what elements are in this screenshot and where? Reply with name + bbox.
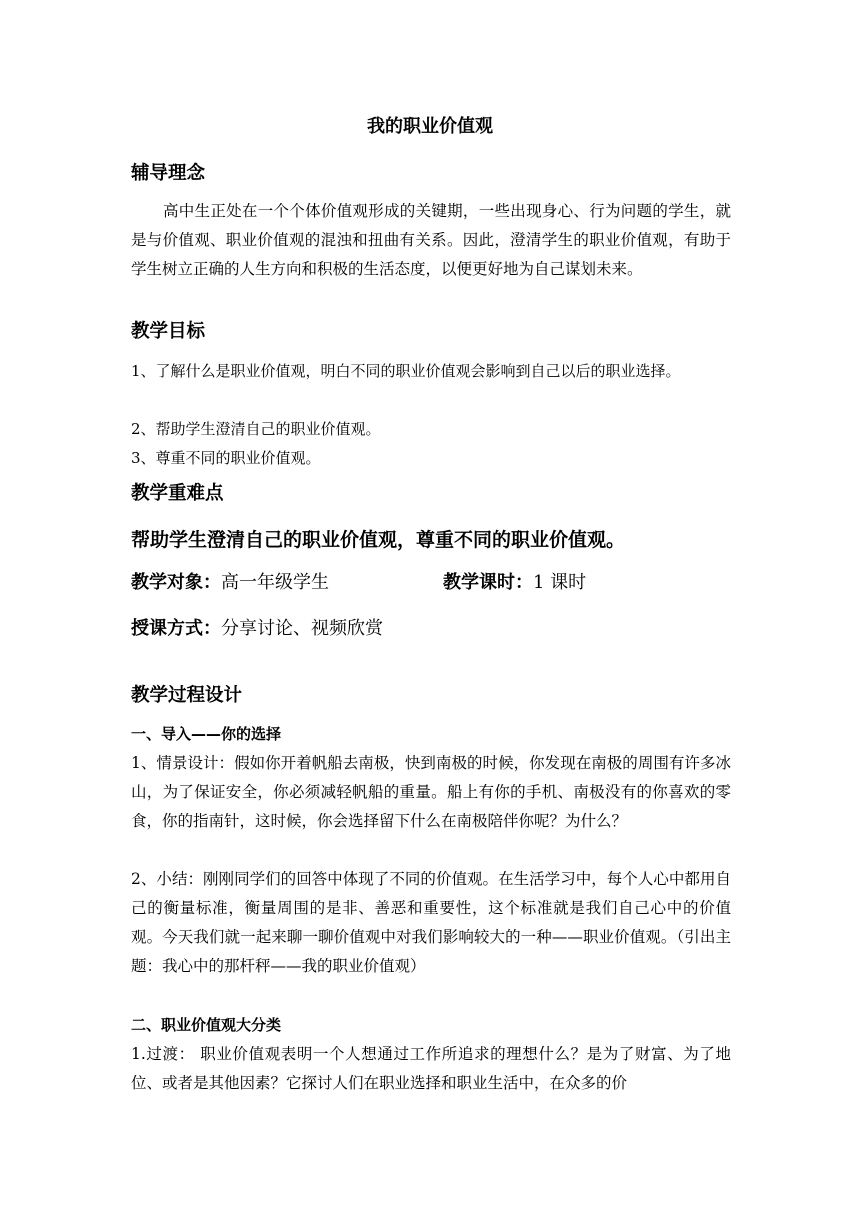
section-1-paragraph-1: 1、情景设计：假如你开着帆船去南极，快到南极的时候，你发现在南极的周围有许多冰山，为了保证安全，你必须减轻帆船的重量。船上有你的手机、南极没有的你喜欢的零食，你的指南针，这时候，你会选择留下什么在南极陪伴你呢？为什么？: [131, 754, 731, 830]
document-title: 我的职业价值观: [367, 116, 493, 137]
objective-item-2: 2、帮助学生澄清自己的职业价值观。: [131, 420, 381, 438]
process-heading: 教学过程设计: [131, 685, 243, 706]
section-2-paragraph-1: 1.过渡： 职业价值观表明一个人想通过工作所追求的理想什么？是为了财富、为了地位、或者是其他因素？它探讨人们在职业选择和职业生活中，在众多的价: [131, 1045, 731, 1092]
objective-item-3: 3、尊重不同的职业价值观。: [131, 449, 321, 467]
hours-value: 1 课时: [533, 572, 587, 593]
objective-item-1: 1、了解什么是职业价值观，明白不同的职业价值观会影响到自己以后的职业选择。: [131, 362, 681, 380]
method-value: 分享讨论、视频欣赏: [221, 618, 383, 639]
method-label: 授课方式：: [131, 618, 221, 639]
hours-label-group: [443, 568, 586, 598]
info-row-method: [131, 614, 383, 644]
rationale-paragraph: 高中生正处在一个个体价值观形成的关键期，一些出现身心、行为问题的学生，就是与价值观、职业价值观的混浊和扭曲有关系。因此，澄清学生的职业价值观，有助于学生树立正确的人生方向和积极的生活态度，以便更好地为自己谋划未来。: [131, 202, 731, 278]
info-row-audience-hours: [131, 568, 587, 598]
objectives-heading: 教学目标: [131, 321, 206, 342]
key-points-heading: 教学重难点: [131, 483, 224, 504]
section-2-heading: 二、职业价值观大分类: [131, 1016, 282, 1034]
audience-value: 高一年级学生: [221, 572, 329, 593]
section-1-paragraph-2: 2、小结：刚刚同学们的回答中体现了不同的价值观。在生活学习中，每个人心中都用自己的衡量标准，衡量周围的是非、善恶和重要性，这个标准就是我们自己心中的价值观。今天我们就一起来聊一聊价值观中对我们影响较大的一种——职业价值观。（引出主题：我心中的那杆秤——我的职业价值观）: [131, 870, 731, 975]
key-points-text: 帮助学生澄清自己的职业价值观，尊重不同的职业价值观。: [131, 529, 626, 551]
rationale-heading: 辅导理念: [131, 163, 206, 184]
audience-label: 教学对象：: [131, 572, 221, 593]
hours-label: 教学课时：: [443, 572, 533, 593]
section-1-heading: 一、导入——你的选择: [131, 725, 282, 743]
